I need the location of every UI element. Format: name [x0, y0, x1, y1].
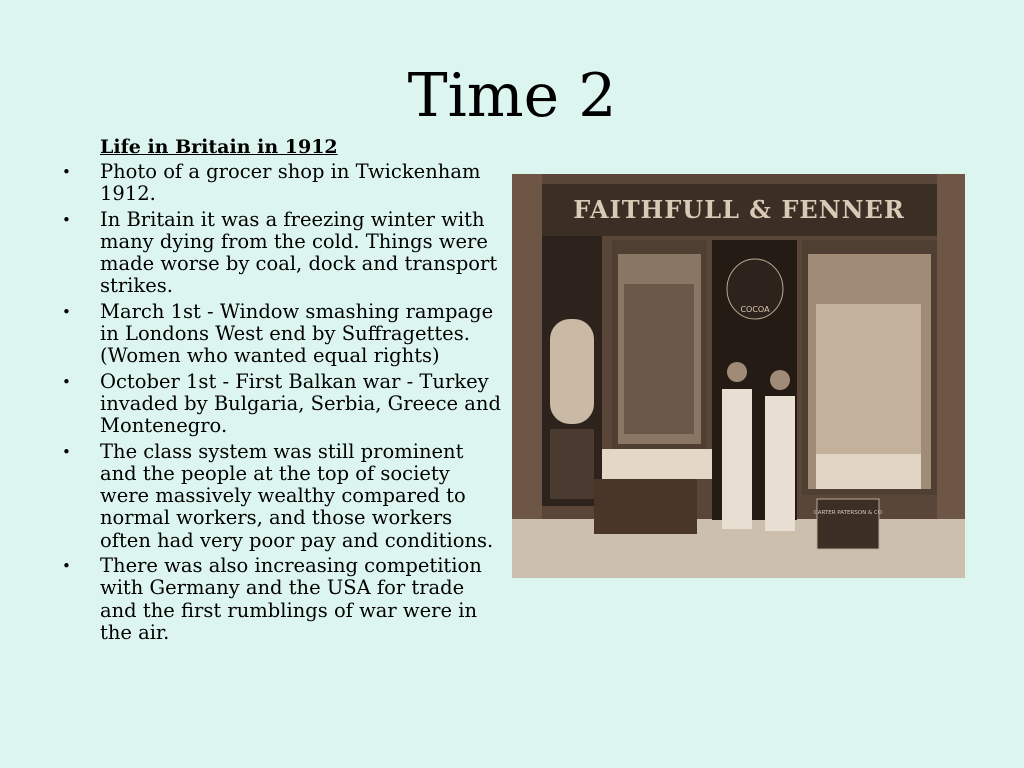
bullet-list — [62, 161, 502, 644]
bullet-icon: • — [62, 557, 71, 576]
shop-sign: FAITHFULL & FENNER — [573, 195, 905, 224]
bullet-icon: • — [62, 163, 71, 181]
bullet-text: In Britain it was a freezing winter with many dying from the cold. Things were made worse by coal, dock and transport strikes. — [100, 207, 498, 298]
bullet-item — [62, 371, 502, 438]
bullet-text: October 1st - First Balkan war - Turkey invaded by Bulgaria, Serbia, Greece and Montenegro. — [100, 369, 501, 438]
slide-body — [62, 136, 502, 647]
bullet-text: There was also increasing competition with Germany and the USA for trade and the first rumblings of war were in the air. — [100, 554, 482, 644]
bullet-text: Photo of a grocer shop in Twickenham 1912. — [100, 160, 481, 206]
bullet-item — [62, 209, 502, 298]
bullet-icon: • — [62, 372, 71, 391]
bullet-item — [62, 161, 502, 206]
slide-title: Time 2 — [407, 61, 617, 131]
bullet-item — [62, 301, 502, 368]
bullet-item — [62, 441, 502, 552]
cart-sign: CARTER PATERSON & CO — [813, 510, 883, 516]
bullet-text: March 1st - Window smashing rampage in Londons West end by Suffragettes. (Women who wanted equal rights) — [100, 299, 494, 368]
bullet-text: The class system was still prominent and the people at the top of society were massively wealthy compared to normal workers, and those workers often had very poor pay and conditions. — [100, 439, 494, 552]
bullet-icon: • — [62, 210, 71, 229]
bullet-item — [62, 555, 502, 644]
slide-subtitle: Life in Britain in 1912 — [100, 136, 338, 158]
cocoa-sign: COCOA — [740, 305, 770, 314]
grocer-shop-photo — [512, 174, 965, 578]
bullet-icon: • — [62, 442, 71, 461]
bullet-icon: • — [62, 302, 71, 321]
